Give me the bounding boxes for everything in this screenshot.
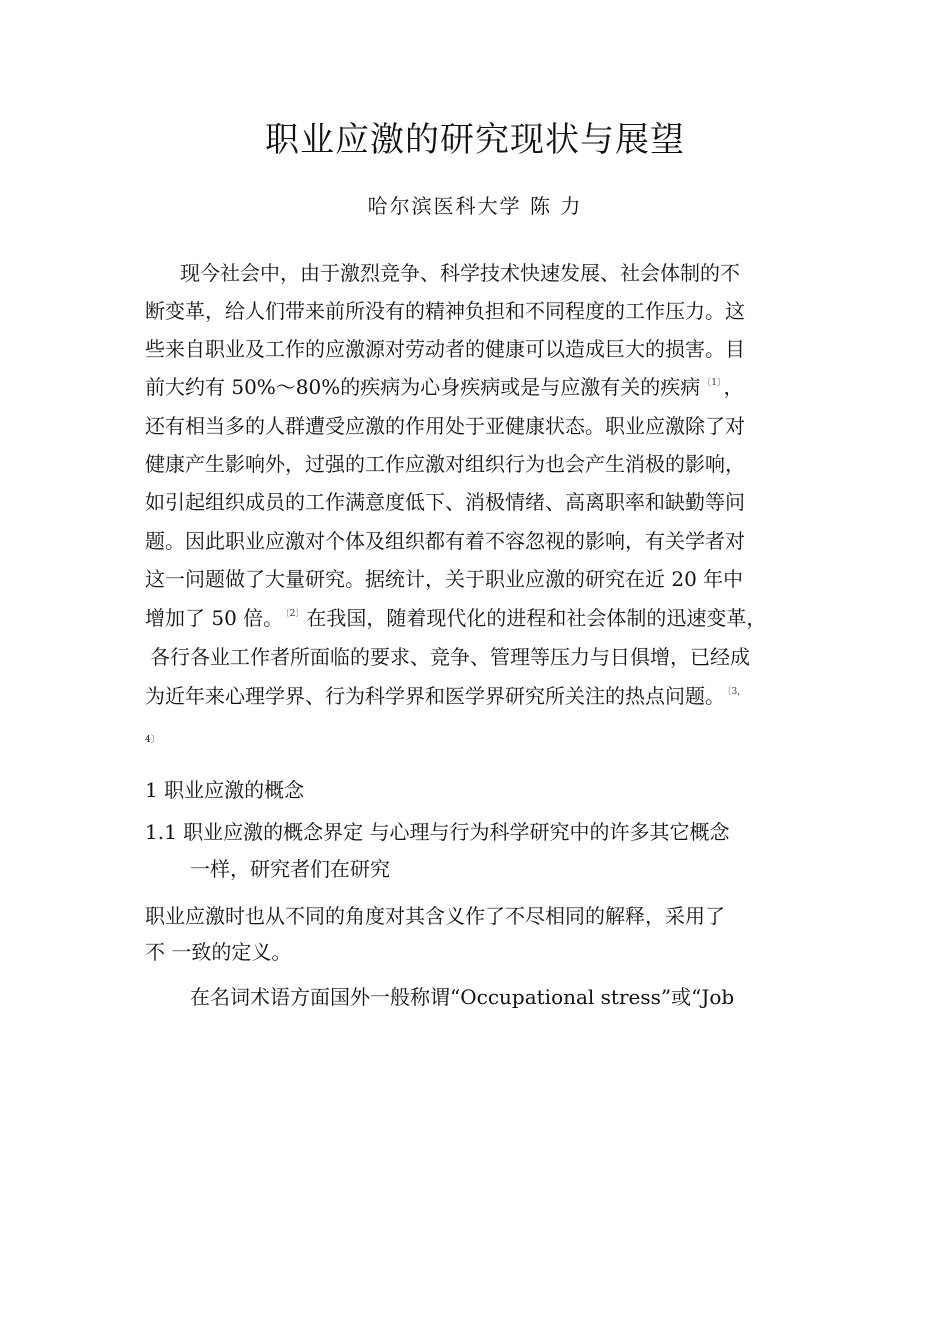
citation-ref: 〔2〕 bbox=[285, 609, 305, 619]
document-title: 职业应激的研究现状与展望 bbox=[265, 120, 685, 160]
paragraph-line: 一样，研究者们在研究 bbox=[190, 857, 390, 881]
paragraph-line: 题。因此职业应激对个体及组织都有着不容忽视的影响，有关学者对 bbox=[145, 529, 745, 553]
section-heading: 1 职业应激的概念 bbox=[145, 778, 305, 802]
subsection-heading: 1.1 职业应激的概念界定 与心理与行为科学研究中的许多其它概念 bbox=[145, 820, 730, 844]
paragraph-text: 为近年来心理学界、行为科学界和医学界研究所关注的热点问题。 bbox=[145, 684, 725, 708]
citation-ref: 〔1〕 bbox=[702, 378, 722, 388]
paragraph-line: 如引起组织成员的工作满意度低下、消极情绪、高离职率和缺勤等问 bbox=[145, 490, 745, 514]
paragraph-text: 前大约有 50%～80%的疾病为心身疾病或是与应激有关的疾病 bbox=[145, 375, 701, 399]
paragraph-line: 健康产生影响外，过强的工作应激对组织行为也会产生消极的影响， bbox=[145, 452, 745, 476]
author-line: 哈尔滨医科大学 陈 力 bbox=[367, 194, 583, 218]
citation-ref: 〔3, bbox=[727, 687, 741, 697]
paragraph-line: 这一问题做了大量研究。据统计，关于职业应激的研究在近 20 年中 bbox=[145, 567, 744, 591]
paragraph-line: 还有相当多的人群遭受应激的作用处于亚健康状态。职业应激除了对 bbox=[145, 414, 745, 438]
paragraph-line: 断变革，给人们带来前所没有的精神负担和不同程度的工作压力。这 bbox=[145, 299, 745, 323]
paragraph-line bbox=[145, 373, 744, 401]
paragraph-line: 在名词术语方面国外一般称谓“Occupational stress”或“Job bbox=[190, 985, 735, 1009]
paragraph-text: 增加了 50 倍。 bbox=[145, 606, 284, 630]
paragraph-line bbox=[145, 604, 766, 632]
paragraph-text: 在我国，随着现代化的进程和社会体制的迅速变革， bbox=[306, 606, 767, 630]
paragraph-line: 各行各业工作者所面临的要求、竞争、管理等压力与日俱增，已经成 bbox=[150, 645, 750, 669]
paragraph-line bbox=[145, 682, 742, 710]
paragraph-line: 些来自职业及工作的应激源对劳动者的健康可以造成巨大的损害。目 bbox=[145, 337, 745, 361]
paragraph-text: ， bbox=[723, 375, 744, 399]
paragraph-line: 职业应激时也从不同的角度对其含义作了不尽相同的解释，采用了 bbox=[145, 904, 725, 928]
paragraph-line: 现今社会中，由于激烈竞争、科学技术快速发展、社会体制的不 bbox=[180, 261, 740, 285]
citation-ref-continued: 4〕 bbox=[145, 735, 160, 745]
paragraph-line: 不 一致的定义。 bbox=[145, 940, 292, 964]
